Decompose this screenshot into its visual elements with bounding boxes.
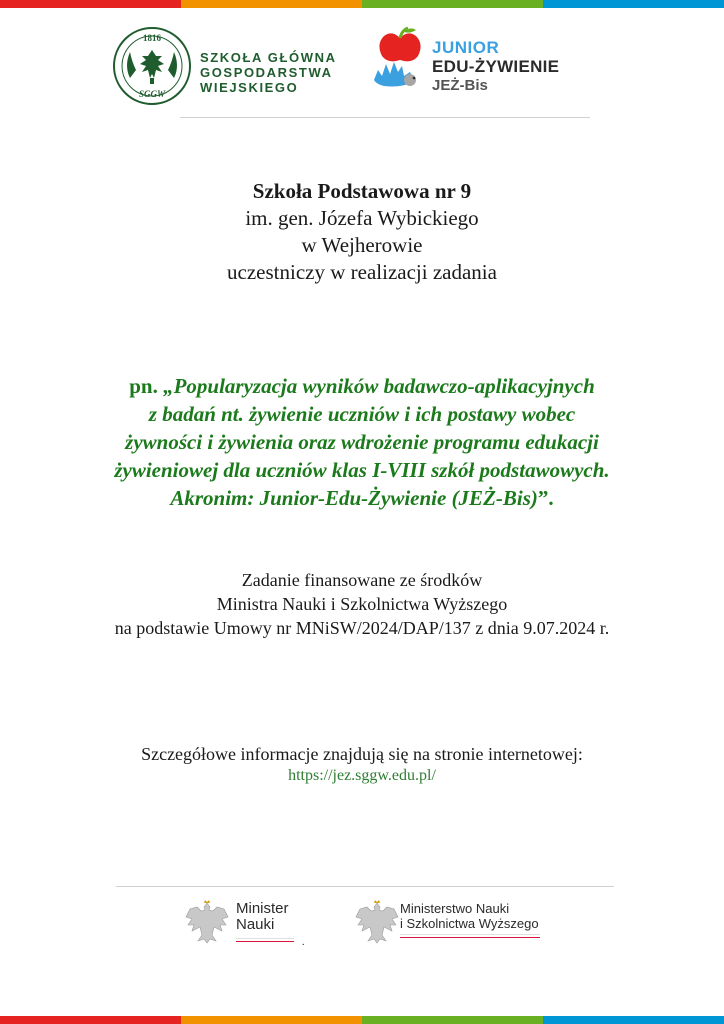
ministerstwo-line-2: i Szkolnictwa Wyższego (400, 916, 539, 931)
top-color-stripe (0, 0, 724, 8)
project-line-5-text: Akronim: Junior-Edu-Żywienie (JEŻ-Bis) (170, 486, 538, 510)
stripe-green (362, 0, 543, 8)
school-block (0, 178, 724, 286)
sggw-name-line-2: GOSPODARSTWA (200, 65, 333, 80)
flag-line-1 (236, 938, 294, 942)
stripe-orange (181, 1016, 362, 1024)
stripe-orange (181, 0, 362, 8)
project-line-4: żywieniowej dla uczniów klas I-VIII szkół podstawowych. (114, 458, 610, 482)
flag-line-2 (400, 934, 540, 938)
junior-wordmark (432, 38, 559, 96)
footer-dot: . (302, 937, 305, 948)
info-text: Szczegółowe informacje znajdują się na stronie internetowej: (141, 744, 583, 764)
school-city: w Wejherowie (301, 233, 423, 257)
sggw-name-line-3: WIEJSKIEGO (200, 80, 299, 95)
project-line-1 (0, 372, 724, 400)
info-block (0, 743, 724, 787)
footer-divider (116, 886, 614, 887)
project-line-3: żywności i żywienia oraz wdrożenie programu edukacji (125, 430, 599, 454)
junior-line-2: EDU-ŻYWIENIE (432, 57, 560, 76)
stripe-green (362, 1016, 543, 1024)
financing-block (0, 568, 724, 640)
junior-line-1: JUNIOR (432, 38, 500, 57)
project-prefix: pn. (129, 374, 164, 398)
footer-logos (0, 893, 724, 953)
sggw-emblem-icon (112, 26, 192, 106)
ministerstwo-line-1: Ministerstwo Nauki (400, 901, 510, 916)
financing-line-3: na podstawie Umowy nr MNiSW/2024/DAP/137 z dnia 9.07.2024 r. (114, 618, 610, 638)
project-line-5 (0, 484, 724, 512)
financing-line-1: Zadanie finansowane ze środków (241, 570, 483, 590)
bottom-color-stripe (0, 1016, 724, 1024)
polish-eagle-icon (352, 897, 402, 947)
stripe-red (0, 0, 181, 8)
sggw-name-line-1: SZKOŁA GŁÓWNA (200, 50, 337, 65)
school-statement: uczestniczy w realizacji zadania (227, 260, 497, 284)
header-divider (180, 117, 590, 118)
school-name: Szkoła Podstawowa nr 9 (252, 179, 472, 203)
ministerstwo-label (400, 901, 539, 931)
minister-line-2: Nauki (236, 916, 275, 933)
financing-line-2: Ministra Nauki i Szkolnictwa Wyższego (216, 594, 508, 614)
project-line-1-text: „Popularyzacja wyników badawczo-aplikacyjnych (163, 374, 595, 398)
website-link[interactable]: https://jez.sggw.edu.pl/ (288, 767, 436, 784)
school-patron: im. gen. Józefa Wybickiego (245, 206, 479, 230)
header (0, 22, 724, 112)
sggw-abbr: SGGW (138, 89, 166, 99)
stripe-blue (543, 0, 724, 8)
junior-line-3: JEŻ-Bis (432, 77, 488, 94)
minister-nauki-label (236, 901, 289, 933)
polish-eagle-icon (182, 897, 232, 947)
stripe-blue (543, 1016, 724, 1024)
sggw-name (200, 50, 360, 95)
apple-hedgehog-icon (370, 26, 428, 90)
stripe-red (0, 1016, 181, 1024)
project-line-2: z badań nt. żywienie uczniów i ich postawy wobec (148, 402, 576, 426)
minister-line-1: Minister (236, 900, 289, 917)
sggw-year: 1816 (143, 33, 161, 43)
project-title-block (0, 372, 724, 512)
project-suffix: ”. (537, 486, 554, 510)
